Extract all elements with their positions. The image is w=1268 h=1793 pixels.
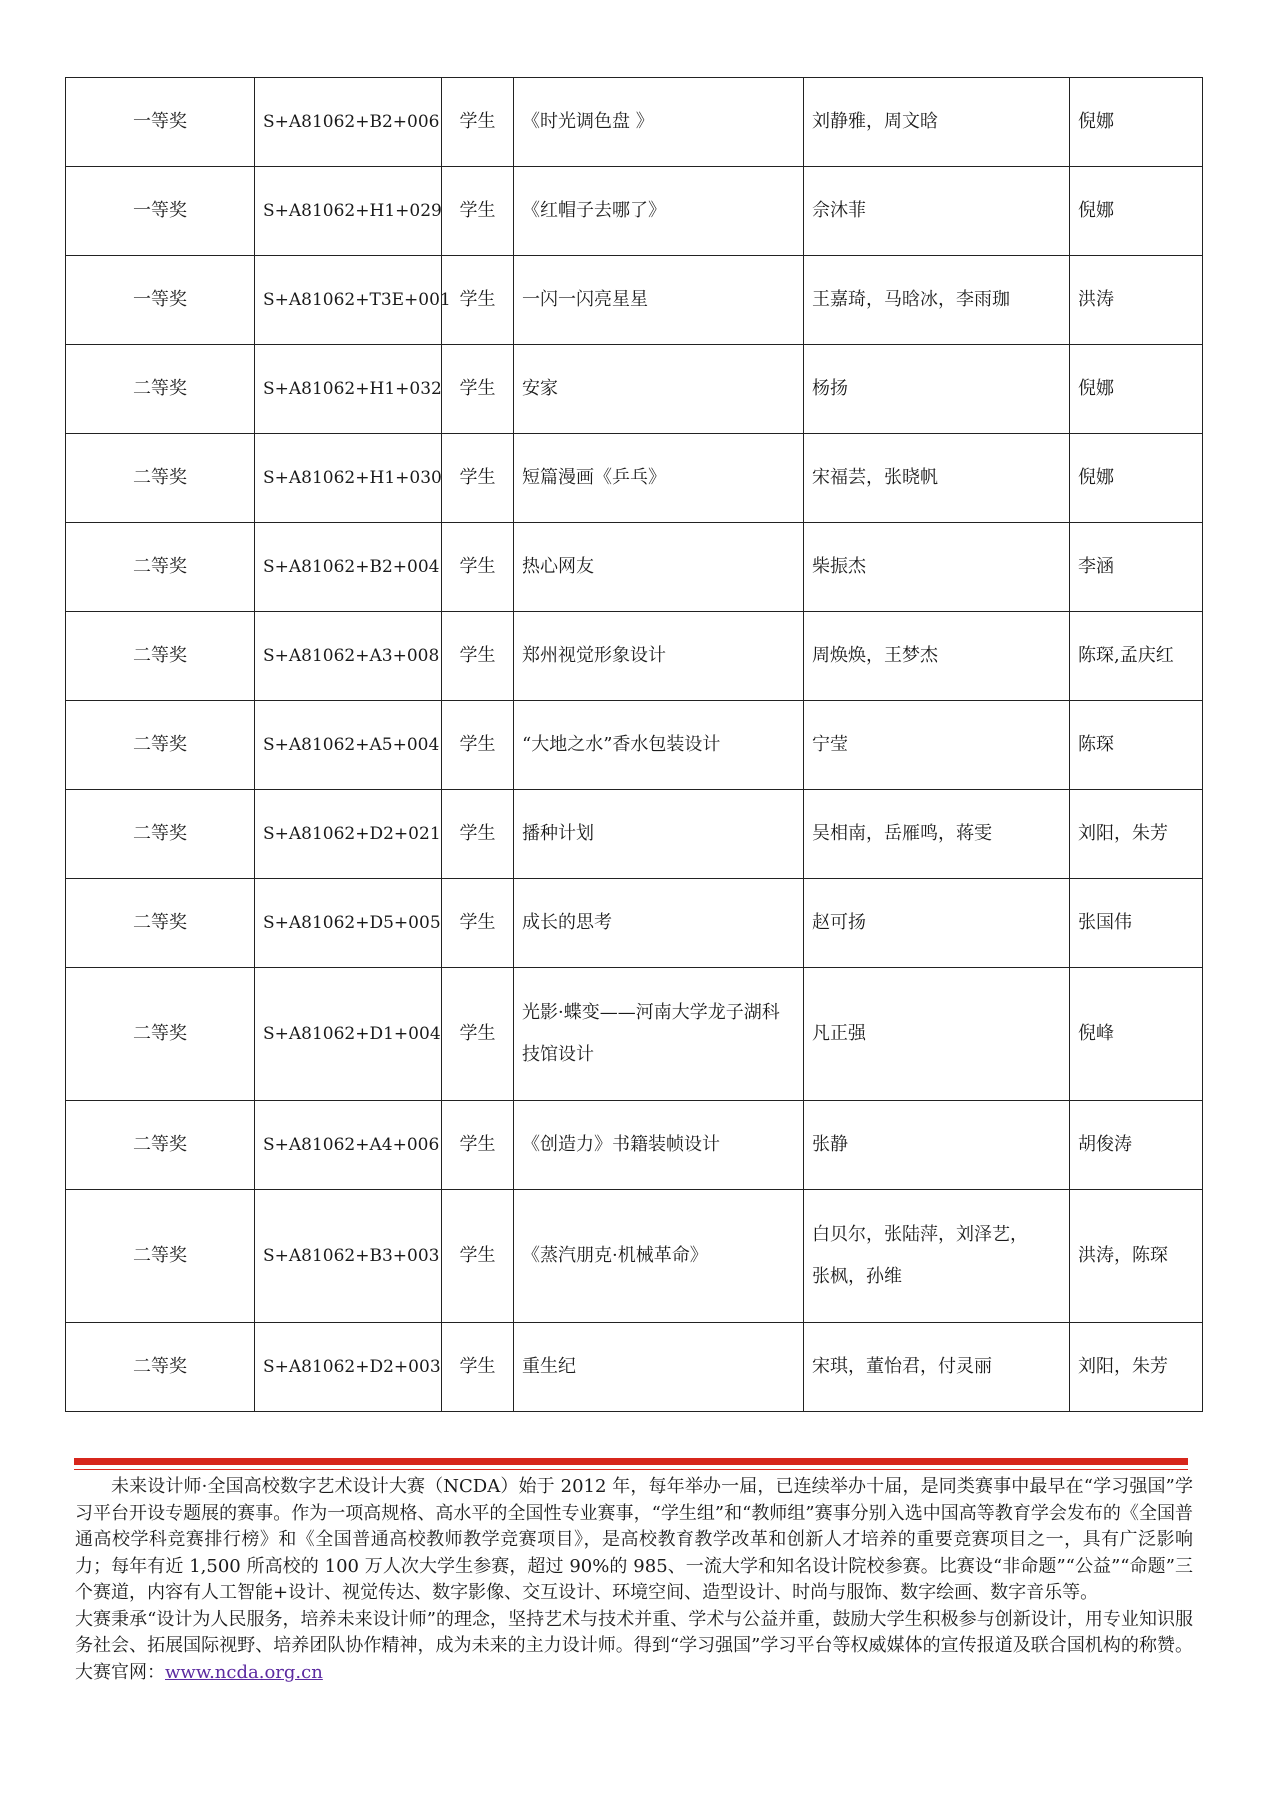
category-cell: 学生 (442, 256, 514, 345)
award-cell: 二等奖 (66, 523, 255, 612)
tutor-cell: 倪娜 (1070, 167, 1203, 256)
website-link[interactable]: www.ncda.org.cn (165, 1661, 323, 1683)
category-cell: 学生 (442, 345, 514, 434)
title-cell: “大地之水”香水包装设计 (514, 701, 804, 790)
footer-red-rule-thick (74, 1458, 1188, 1465)
award-cell: 二等奖 (66, 1101, 255, 1190)
code-cell: S+A81062+H1+032 (255, 345, 442, 434)
category-cell: 学生 (442, 968, 514, 1101)
award-cell: 二等奖 (66, 612, 255, 701)
tutor-cell: 刘阳，朱芳 (1070, 1323, 1203, 1412)
category-cell: 学生 (442, 1101, 514, 1190)
title-cell: 《蒸汽朋克·机械革命》 (514, 1190, 804, 1323)
title-cell: 《红帽子去哪了》 (514, 167, 804, 256)
authors-cell (804, 1190, 1070, 1323)
author-line: 凡正强 (812, 1023, 866, 1044)
code-cell: S+A81062+D2+003 (255, 1323, 442, 1412)
table-row (66, 612, 1203, 701)
author-line: 杨扬 (812, 378, 848, 399)
footer-red-rule-thin (74, 1469, 1188, 1470)
authors-cell (804, 701, 1070, 790)
code-cell: S+A81062+B2+006 (255, 78, 442, 167)
award-cell: 二等奖 (66, 1323, 255, 1412)
award-cell: 二等奖 (66, 701, 255, 790)
title-cell: 《时光调色盘 》 (514, 78, 804, 167)
title-cell: 郑州视觉形象设计 (514, 612, 804, 701)
award-cell: 二等奖 (66, 434, 255, 523)
authors-cell (804, 1101, 1070, 1190)
title-cell: 热心网友 (514, 523, 804, 612)
award-cell: 二等奖 (66, 879, 255, 968)
category-cell: 学生 (442, 1323, 514, 1412)
authors-cell (804, 612, 1070, 701)
authors-cell (804, 523, 1070, 612)
tutor-cell: 陈琛 (1070, 701, 1203, 790)
tutor-cell: 倪娜 (1070, 78, 1203, 167)
code-cell: S+A81062+D2+021 (255, 790, 442, 879)
awards-table (65, 77, 1203, 1412)
award-cell: 二等奖 (66, 1190, 255, 1323)
awards-table-body (66, 78, 1203, 1412)
author-line: 王嘉琦，马晗冰，李雨珈 (812, 289, 1010, 310)
authors-cell (804, 78, 1070, 167)
category-cell: 学生 (442, 612, 514, 701)
authors-cell (804, 1323, 1070, 1412)
authors-cell (804, 968, 1070, 1101)
table-row (66, 523, 1203, 612)
author-line: 宋琪，董怡君，付灵丽 (812, 1356, 992, 1377)
category-cell: 学生 (442, 167, 514, 256)
award-cell: 一等奖 (66, 78, 255, 167)
code-cell: S+A81062+H1+029 (255, 167, 442, 256)
code-cell: S+A81062+B2+004 (255, 523, 442, 612)
category-cell: 学生 (442, 790, 514, 879)
author-line: 刘静雅，周文晗 (812, 111, 938, 132)
title-cell: 短篇漫画《乒乓》 (514, 434, 804, 523)
code-cell: S+A81062+B3+003 (255, 1190, 442, 1323)
authors-cell (804, 256, 1070, 345)
tutor-cell: 洪涛 (1070, 256, 1203, 345)
intro-paragraph-2-text: 大赛秉承“设计为人民服务，培养未来设计师”的理念，坚持艺术与技术并重、学术与公益并重，鼓励大学生积极参与创新设计，用专业知识服务社会、拓展国际视野、培养团队协作精神，成为未来的主力设计师。得到“学习强国”学习平台等权威媒体的宣传报道及联合国机构的称赞。大赛官网： (75, 1608, 1193, 1683)
award-cell: 二等奖 (66, 968, 255, 1101)
tutor-cell: 倪峰 (1070, 968, 1203, 1101)
title-cell: 成长的思考 (514, 879, 804, 968)
authors-cell (804, 345, 1070, 434)
code-cell: S+A81062+A5+004 (255, 701, 442, 790)
tutor-cell: 倪娜 (1070, 434, 1203, 523)
category-cell: 学生 (442, 434, 514, 523)
table-row (66, 345, 1203, 434)
table-row (66, 968, 1203, 1101)
author-line: 宁莹 (812, 734, 848, 755)
table-row (66, 790, 1203, 879)
code-cell: S+A81062+A3+008 (255, 612, 442, 701)
authors-cell (804, 167, 1070, 256)
author-line: 张静 (812, 1134, 848, 1155)
tutor-cell: 刘阳，朱芳 (1070, 790, 1203, 879)
author-line: 赵可扬 (812, 912, 866, 933)
author-line: 白贝尔，张陆萍，刘泽艺， (812, 1224, 1028, 1245)
author-line: 张枫，孙维 (812, 1266, 902, 1287)
title-cell: 光影·蝶变——河南大学龙子湖科技馆设计 (514, 968, 804, 1101)
intro-paragraph-1: 未来设计师·全国高校数字艺术设计大赛（NCDA）始于 2012 年，每年举办一届，已连续举办十届，是同类赛事中最早在“学习强国”学习平台开设专题展的赛事。作为一项高规格、高水平的全国性专业赛事，“学生组”和“教师组”赛事分别入选中国高等教育学会发布的《全国普通高校学科竞赛排行榜》和《全国普通高校教师教学竞赛项目》，是高校教育教学改革和创新人才培养的重要竞赛项目之一，具有广泛影响力；每年有近 1,500 所高校的 100 万人次大学生参赛，超过 90%的 985、一流大学和知名设计院校参赛。比赛设“非命题”“公益”“命题”三个赛道，内容有人工智能+设计、视觉传达、数字影像、交互设计、环境空间、造型设计、时尚与服饰、数字绘画、数字音乐等。 (75, 1476, 1193, 1603)
authors-cell (804, 790, 1070, 879)
code-cell: S+A81062+A4+006 (255, 1101, 442, 1190)
title-cell: 一闪一闪亮星星 (514, 256, 804, 345)
author-line: 宋福芸，张晓帆 (812, 467, 938, 488)
award-cell: 一等奖 (66, 167, 255, 256)
intro-paragraph-2 (75, 1607, 1193, 1687)
tutor-cell: 张国伟 (1070, 879, 1203, 968)
table-row (66, 1190, 1203, 1323)
title-cell: 《创造力》书籍装帧设计 (514, 1101, 804, 1190)
title-cell: 播种计划 (514, 790, 804, 879)
category-cell: 学生 (442, 1190, 514, 1323)
table-row (66, 256, 1203, 345)
authors-cell (804, 434, 1070, 523)
award-cell: 二等奖 (66, 345, 255, 434)
code-cell: S+A81062+H1+030 (255, 434, 442, 523)
title-cell: 安家 (514, 345, 804, 434)
tutor-cell: 李涵 (1070, 523, 1203, 612)
tutor-cell: 胡俊涛 (1070, 1101, 1203, 1190)
category-cell: 学生 (442, 78, 514, 167)
category-cell: 学生 (442, 523, 514, 612)
author-line: 佘沐菲 (812, 200, 866, 221)
table-row (66, 1323, 1203, 1412)
authors-cell (804, 879, 1070, 968)
table-row (66, 701, 1203, 790)
table-row (66, 879, 1203, 968)
code-cell: S+A81062+D5+005 (255, 879, 442, 968)
competition-intro (75, 1474, 1193, 1686)
author-line: 柴振杰 (812, 556, 866, 577)
table-row (66, 434, 1203, 523)
category-cell: 学生 (442, 879, 514, 968)
code-cell: S+A81062+T3E+001 (255, 256, 442, 345)
table-row (66, 167, 1203, 256)
author-line: 周焕焕，王梦杰 (812, 645, 938, 666)
author-line: 吴相南，岳雁鸣，蒋雯 (812, 823, 992, 844)
table-row (66, 78, 1203, 167)
tutor-cell: 洪涛，陈琛 (1070, 1190, 1203, 1323)
table-row (66, 1101, 1203, 1190)
category-cell: 学生 (442, 701, 514, 790)
title-cell: 重生纪 (514, 1323, 804, 1412)
award-cell: 二等奖 (66, 790, 255, 879)
code-cell: S+A81062+D1+004 (255, 968, 442, 1101)
tutor-cell: 陈琛,孟庆红 (1070, 612, 1203, 701)
award-cell: 一等奖 (66, 256, 255, 345)
tutor-cell: 倪娜 (1070, 345, 1203, 434)
